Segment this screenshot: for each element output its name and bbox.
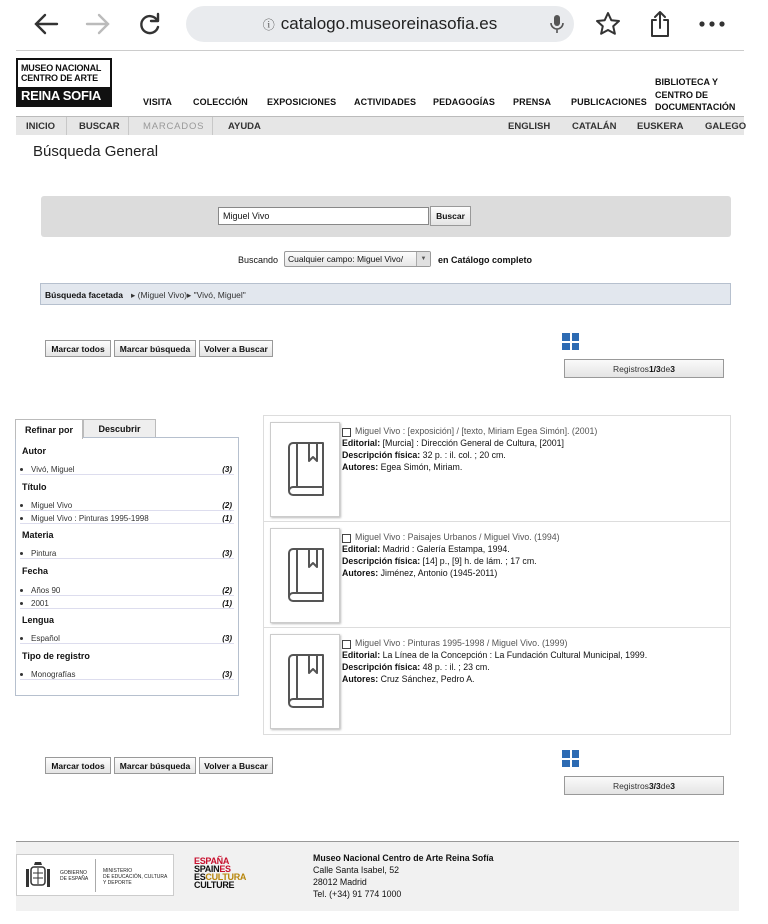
facet-item[interactable]: Vivó, Miguel (3) xyxy=(20,464,234,475)
tab-refinar[interactable]: Refinar por xyxy=(15,419,83,439)
microphone-icon[interactable] xyxy=(550,14,564,39)
nav-actividades[interactable]: ACTIVIDADES xyxy=(354,97,417,107)
result-title[interactable]: Miguel Vivo : Paisajes Urbanos / Miguel Vivo. (1994) xyxy=(355,532,560,542)
coat-of-arms-icon xyxy=(23,861,53,891)
marcar-busqueda-button[interactable]: Marcar búsqueda xyxy=(114,757,196,774)
facet-crumb[interactable]: ▸ "Vivó, Miguel" xyxy=(187,290,246,300)
records-counter: Registros 1/3 de 3 xyxy=(564,359,724,378)
search-panel xyxy=(41,196,731,237)
result-title[interactable]: Miguel Vivo : Pinturas 1995-1998 / Miguel Vivo. (1999) xyxy=(355,638,568,648)
government-logos[interactable] xyxy=(16,854,174,896)
catalog-scope: en Catálogo completo xyxy=(438,255,533,265)
search-input[interactable] xyxy=(218,207,429,225)
book-cover[interactable] xyxy=(270,634,340,729)
subnav-buscar[interactable]: BUSCAR xyxy=(79,121,120,132)
page-title: Búsqueda General xyxy=(33,143,159,160)
divider xyxy=(212,117,213,135)
result-title[interactable]: Miguel Vivo : [exposición] / [texto, Miriam Egea Simón]. (2001) xyxy=(355,426,598,436)
gobierno-text: GOBIERNO DE ESPAÑA xyxy=(60,870,89,882)
marcar-busqueda-button[interactable]: Marcar búsqueda xyxy=(114,340,196,357)
grid-view-icon[interactable] xyxy=(562,750,579,767)
divider xyxy=(95,859,96,892)
facets-list xyxy=(15,437,239,696)
nav-biblioteca[interactable]: BIBLIOTECA Y CENTRO DE DOCUMENTACIÓN xyxy=(655,77,736,112)
book-cover[interactable] xyxy=(270,528,340,623)
forward-arrow-icon[interactable] xyxy=(82,8,114,40)
nav-visita[interactable]: VISITA xyxy=(143,97,172,107)
book-icon xyxy=(283,547,327,603)
ministerio-text: MINISTERIO DE EDUCACIÓN, CULTURA Y DEPORTE xyxy=(103,868,168,886)
subnav-ayuda[interactable]: AYUDA xyxy=(228,121,261,132)
facet-item[interactable]: Español (3) xyxy=(20,633,234,644)
result-descripcion: Descripción física: [14] p., [9] h. de lám. ; 17 cm. xyxy=(342,556,537,566)
lang-english[interactable]: ENGLISH xyxy=(508,121,551,132)
facet-item[interactable]: Miguel Vivo (2) xyxy=(20,500,234,511)
records-counter: Registros 3/3 de 3 xyxy=(564,776,724,795)
chevron-down-icon: ▼ xyxy=(416,252,430,266)
field-select[interactable] xyxy=(284,251,431,267)
sub-navigation xyxy=(16,116,747,135)
facet-breadcrumb xyxy=(40,283,731,305)
book-icon xyxy=(283,653,327,709)
nav-exposiciones[interactable]: EXPOSICIONES xyxy=(267,97,337,107)
museum-logo[interactable] xyxy=(16,58,112,107)
lang-catalan[interactable]: CATALÁN xyxy=(572,121,617,132)
nav-coleccion[interactable]: COLECCIÓN xyxy=(193,97,248,107)
share-icon[interactable] xyxy=(644,8,676,40)
volver-buscar-button[interactable]: Volver a Buscar xyxy=(199,757,273,774)
marcar-todos-button[interactable]: Marcar todos xyxy=(45,757,111,774)
facet-item[interactable]: 2001 (1) xyxy=(20,598,234,609)
nav-prensa[interactable]: PRENSA xyxy=(513,97,552,107)
nav-publicaciones[interactable]: PUBLICACIONES xyxy=(571,97,647,107)
marcar-todos-button[interactable]: Marcar todos xyxy=(45,340,111,357)
facet-heading: Tipo de registro xyxy=(22,651,90,661)
logo-reina-sofia: REINA SOFIA xyxy=(18,87,110,105)
divider xyxy=(128,117,129,135)
logo-text: MUSEO NACIONAL CENTRO DE ARTE xyxy=(21,63,102,83)
facet-heading: Lengua xyxy=(22,615,55,625)
grid-view-icon[interactable] xyxy=(562,333,579,350)
book-cover[interactable] xyxy=(270,422,340,517)
result-autores: Autores: Cruz Sánchez, Pedro A. xyxy=(342,674,475,684)
more-options-icon[interactable] xyxy=(696,8,728,40)
facet-label: Búsqueda facetada xyxy=(45,290,123,300)
spain-culture-logo[interactable]: ESPAÑA SPAINES ESCULTURA CULTURE xyxy=(194,856,247,890)
facet-crumb[interactable]: ▸ (Miguel Vivo) xyxy=(131,290,188,300)
facet-heading: Título xyxy=(22,482,47,492)
facet-item[interactable]: Años 90 (2) xyxy=(20,585,234,596)
facet-heading: Materia xyxy=(22,530,54,540)
field-select-value: Cualquier campo: Miguel Vivo/ xyxy=(288,254,404,264)
divider xyxy=(66,117,67,135)
site-footer xyxy=(16,841,739,911)
info-icon[interactable]: ⓘ xyxy=(262,17,275,32)
subnav-marcados[interactable]: MARCADOS xyxy=(143,121,205,132)
url-text: catalogo.museoreinasofia.es xyxy=(280,14,498,33)
facet-item[interactable]: Monografías (3) xyxy=(20,669,234,680)
site-header xyxy=(16,50,744,116)
result-record xyxy=(264,522,730,628)
result-editorial: Editorial: La Línea de la Concepción : La Fundación Cultural Municipal, 1999. xyxy=(342,650,648,660)
volver-buscar-button[interactable]: Volver a Buscar xyxy=(199,340,273,357)
result-editorial: Editorial: Madrid : Galería Estampa, 1994. xyxy=(342,544,510,554)
select-checkbox[interactable] xyxy=(342,428,351,437)
nav-pedagogias[interactable]: PEDAGOGÍAS xyxy=(433,97,496,107)
facet-heading: Fecha xyxy=(22,566,49,576)
result-record xyxy=(264,416,730,522)
museum-address: Museo Nacional Centro de Arte Reina Sofía Calle Santa Isabel, 52 28012 Madrid Tel. (+34) 91 774 1000 xyxy=(313,853,494,899)
back-arrow-icon[interactable] xyxy=(30,8,62,40)
result-editorial: Editorial: [Murcia] : Dirección General de Cultura, [2001] xyxy=(342,438,564,448)
star-icon[interactable] xyxy=(592,8,624,40)
buscando-label: Buscando xyxy=(238,255,279,265)
result-descripcion: Descripción física: 48 p. : il. ; 23 cm. xyxy=(342,662,490,672)
facet-heading: Autor xyxy=(22,446,46,456)
result-autores: Autores: Jiménez, Antonio (1945-2011) xyxy=(342,568,498,578)
subnav-inicio[interactable]: INICIO xyxy=(26,121,56,132)
select-checkbox[interactable] xyxy=(342,640,351,649)
results-list xyxy=(263,415,731,735)
facet-item[interactable]: Pintura (3) xyxy=(20,548,234,559)
lang-galego[interactable]: GALEGO xyxy=(705,121,747,132)
refine-panel xyxy=(15,419,239,696)
address-bar[interactable] xyxy=(186,6,574,42)
result-descripcion: Descripción física: 32 p. : il. col. ; 20 cm. xyxy=(342,450,506,460)
reload-icon[interactable] xyxy=(134,8,166,40)
lang-euskera[interactable]: EUSKERA xyxy=(637,121,684,132)
facet-item[interactable]: Miguel Vivo : Pinturas 1995-1998 (1) xyxy=(20,513,234,524)
result-record xyxy=(264,628,730,734)
browser-toolbar xyxy=(0,0,768,48)
select-checkbox[interactable] xyxy=(342,534,351,543)
buscar-button[interactable]: Buscar xyxy=(430,206,471,226)
book-icon xyxy=(283,441,327,497)
result-autores: Autores: Egea Simón, Miriam. xyxy=(342,462,463,472)
tab-descubrir[interactable]: Descubrir xyxy=(83,419,156,438)
